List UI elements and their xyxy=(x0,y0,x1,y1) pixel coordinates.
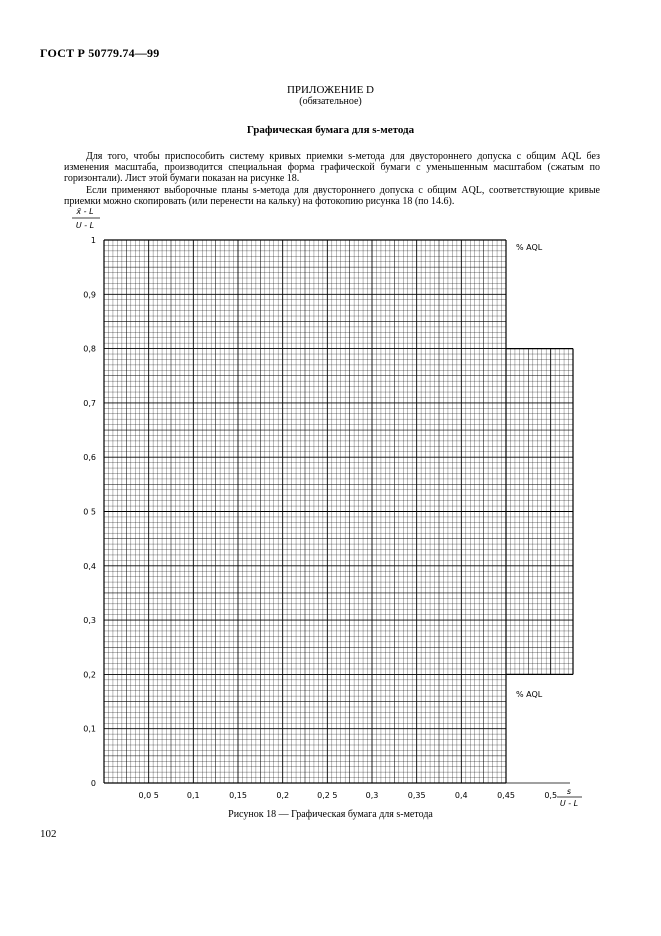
y-tick-label: 0,8 xyxy=(83,344,96,354)
y-tick-label: 0,9 xyxy=(83,290,96,300)
x-tick-label: 0,3 xyxy=(365,791,379,800)
y-tick-label: 1 xyxy=(90,236,96,245)
paragraph-2: Если применяют выборочные планы s-метода для двустороннего допуска с общим AQL, соответствующие кривые приемки можно скопировать (или перенести на кальку) на фотокопию рисунка 18 (по 14.6). xyxy=(64,185,600,207)
appendix-title: ПРИЛОЖЕНИЕ D xyxy=(286,84,374,96)
x-tick-label: 0,15 xyxy=(229,791,247,800)
y-axis-label-numerator: x̄ - L xyxy=(76,207,94,216)
y-tick-label: 0 5 xyxy=(83,507,96,517)
y-tick-label: 0,3 xyxy=(83,616,96,626)
x-axis-label-numerator: s xyxy=(566,787,572,796)
x-tick-labels xyxy=(139,791,558,800)
y-tick-label: 0,1 xyxy=(83,724,96,734)
y-tick-label: 0,6 xyxy=(83,453,96,463)
x-tick-label: 0,0 5 xyxy=(138,791,159,800)
x-tick-label: 0,2 5 xyxy=(317,791,338,800)
y-tick-label: 0,4 xyxy=(83,561,96,571)
aql-label-bottom: % AQL xyxy=(516,690,543,699)
x-tick-label: 0,35 xyxy=(407,791,426,800)
x-tick-label: 0,4 xyxy=(454,791,468,800)
x-tick-label: 0,1 xyxy=(186,791,200,800)
x-axis-label-denominator: U - L xyxy=(559,799,579,808)
x-tick-label: 0,45 xyxy=(497,791,515,800)
y-tick-label: 0,2 xyxy=(83,670,96,680)
document-code: ГОСТ Р 50779.74—99 xyxy=(40,46,160,60)
appendix-subtitle: (обязательное) xyxy=(299,96,362,107)
x-axis-label xyxy=(557,787,582,808)
aql-label-top: % AQL xyxy=(516,243,543,252)
section-title: Графическая бумага для s-метода xyxy=(246,124,415,136)
paragraph-1: Для того, чтобы приспособить систему кривых приемки s-метода для двустороннего допуска с общим AQL без изменения масштаба, производится специальная форма графической бумаги с уменьшенным масштабом (сжатым по горизонтали). Лист этой бумаги показан на рисунке 18. xyxy=(64,151,600,184)
x-tick-label: 0,2 xyxy=(276,791,290,800)
y-tick-label: 0 xyxy=(90,779,96,788)
page-number: 102 xyxy=(40,828,57,840)
y-axis-label xyxy=(72,207,100,230)
y-tick-labels xyxy=(83,236,96,788)
x-tick-label: 0,5 xyxy=(544,791,558,800)
y-axis-label-denominator: U - L xyxy=(75,221,95,230)
y-tick-label: 0,7 xyxy=(83,398,96,408)
figure-caption: Рисунок 18 — Графическая бумага для s-метода xyxy=(228,809,433,820)
